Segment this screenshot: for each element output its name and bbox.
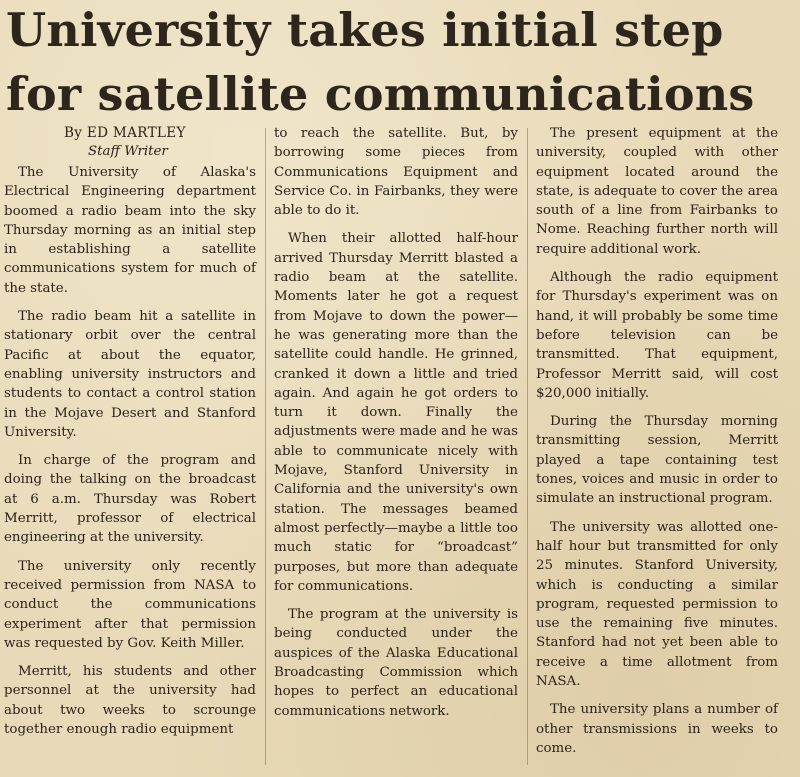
article-column-1 [4,124,256,748]
paragraph: The university only recently received permission from NASA to conduct the communications experiment after that permission was requested by Gov. Keith Miller. [4,558,256,651]
column-rule [265,128,266,765]
byline-role: Staff Writer [88,144,168,159]
paragraph: In charge of the program and doing the talking on the broadcast at 6 a.m. Thursday was Robert Merritt, professor of electrical engineering at the university. [4,453,256,546]
paragraph: The program at the university is being conducted under the auspices of the Alaska Educational Broadcasting Commission which hopes to perfect an educational communications network. [274,607,518,719]
paragraph: The present equipment at the university, coupled with other equipment located around the state, is adequate to cover the area south of a line from Fairbanks to Nome. Reaching further north will require additional work. [536,126,778,257]
paragraph: The university plans a number of other transmissions in weeks to come. [536,702,778,756]
paragraph: During the Thursday morning transmitting session, Merritt played a tape containing test tones, voices and music in order to simulate an instructional program. [536,414,778,507]
article-column-3 [536,124,778,767]
paragraph: Merritt, his students and other personnel at the university had about two weeks to scrounge together enough radio equipment [4,664,256,738]
paragraph: When their allotted half-hour arrived Thursday Merritt blasted a radio beam at the satellite. Moments later he got a request from Mojave to down the power—he was generating more than the satellite could handle. He grinned, cranked it down a little and tried again. And again he got orders to turn it down. Finally the adjustments were made and he was able to communicate nicely with Mojave, Stanford University in California and the university's own station. The messages beamed almost perfectly—maybe a little too much static for “broadcast” purposes, but more than adequate for communications. [274,231,518,594]
byline-author: By ED MARTLEY [64,125,186,141]
paragraph: The University of Alaska's Electrical Engineering department boomed a radio beam into the sky Thursday morning as an initial step in establishing a satellite communications system for much of the state. [4,165,256,296]
paragraph: to reach the satellite. But, by borrowing some pieces from Communications Equipment and Service Co. in Fairbanks, they were able to do it. [274,126,518,219]
column-rule [527,128,528,765]
paragraph: Although the radio equipment for Thursday's experiment was on hand, it will probably be some time before television can be transmitted. That equipment, Professor Merritt said, will cost $20,000 initially. [536,270,778,401]
paragraph: The radio beam hit a satellite in stationary orbit over the central Pacific at about the equator, enabling university instructors and students to contact a control station in the Mojave Desert and Stanford University. [4,309,256,440]
paragraph: The university was allotted one-half hour but transmitted for only 25 minutes. Stanford University, which is conducting a similar program, requested permission to use the remaining five minutes. Stanford had not yet been able to receive a time allotment from NASA. [536,519,778,690]
article-column-2 [274,124,518,730]
headline-line-1: University takes initial step [6,3,724,57]
headline-line-2: for satellite communications [6,67,755,121]
